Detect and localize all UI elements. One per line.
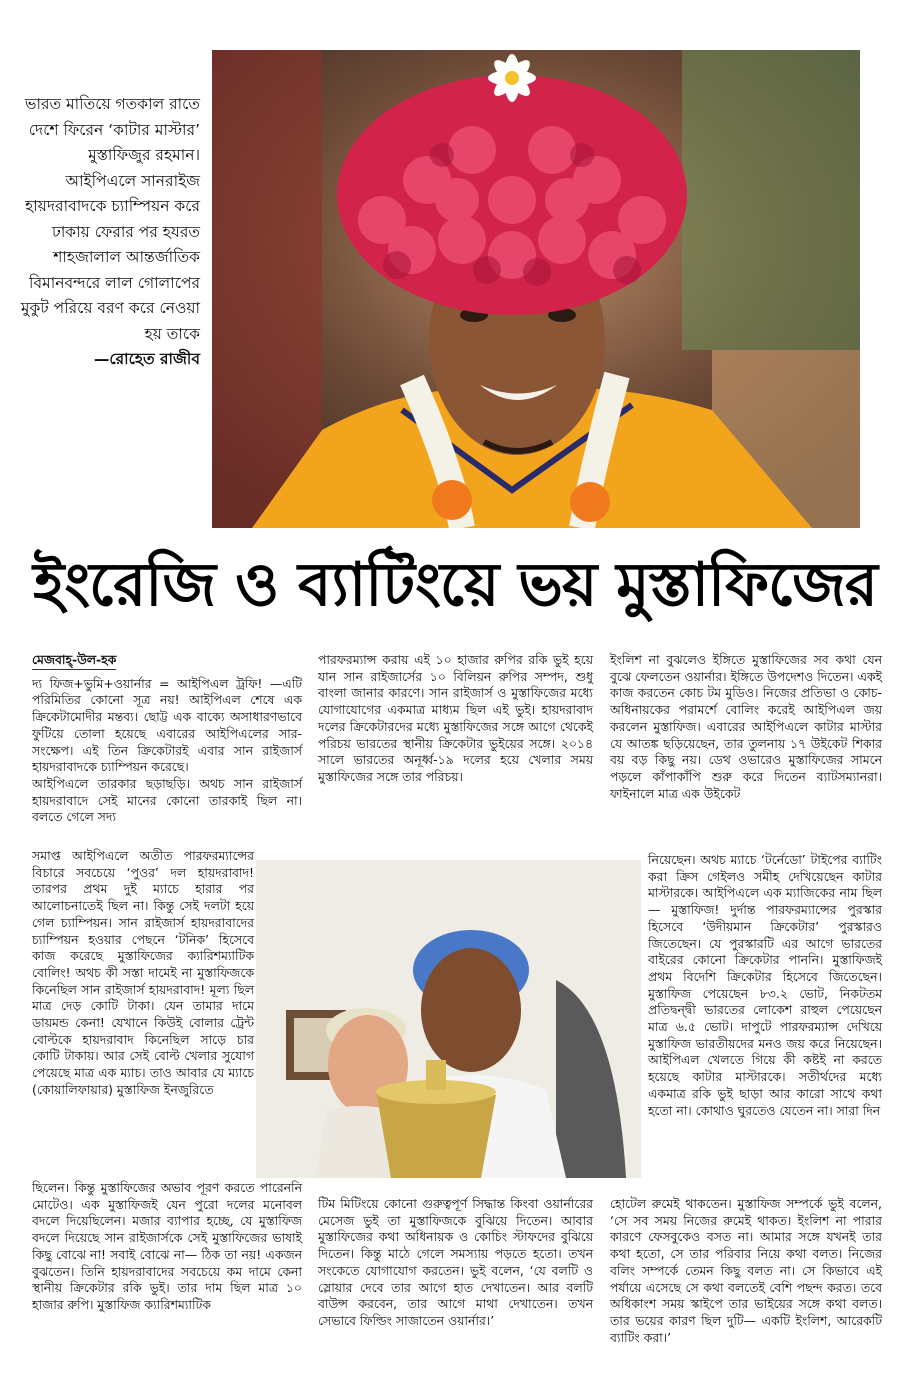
article-paragraph: পারফরম্যান্স করায় এই ১০ হাজার রুপির রকি ভুই হয়ে যান সান রাইজার্সের ১০ বিলিয়ন রুপির সম্পদ, শুধু বাংলা জানার কারণে। সান রাইজার্স ও মুস্তাফিজের মধ্যে যোগাযোগের একমাত্র মাধ্যম ছিল এই ভুই। হায়দরাবাদ দলের ক্রিকেটারদের মধ্যে মুস্তাফিজের সঙ্গে আগে থেকেই পরিচয় ভারতের স্থানীয় ক্রিকেটার ভুইয়ের সঙ্গে। ২০১৪ সালে ভারতের অনূর্ধ্ব-১৯ দলের হয়ে খেলার সময় মুস্তাফিজের সঙ্গে তার পরিচয়। xyxy=(318,652,593,784)
byline: মেজবাহ্-উল-হক xyxy=(32,652,116,670)
column-3 xyxy=(610,652,882,802)
column-3-bottom xyxy=(610,1196,882,1346)
main-photo-player-with-rose-crown xyxy=(212,50,860,528)
main-photo-illustration xyxy=(212,50,860,528)
column-1-beside-photo xyxy=(32,848,254,1099)
article-paragraph: টিম মিটিংয়ে কোনো গুরুত্বপূর্ণ সিদ্ধান্ত কিংবা ওয়ার্নারের মেসেজ ভুই তা মুস্তাফিজকে বুঝিয়ে দিতেন। আবার মুস্তাফিজের কথা অধিনায়ক ও কোচিং স্টাফদের বুঝিয়ে দিতেন। কিন্তু মাঠে গেলে সমস্যায় পড়তে হতো। তখন সংকেতে যোগাযোগ করতেন। ভুই বলেন, ‘যে বলটি ও স্লোয়ার দেবে তার আগে হাত দেখাতেন। আর বলটি বাউন্স করবেন, তার আগে মাথা দেখাতেন। তখন সেভাবে ফিল্ডিং সাজাতেন ওয়ার্নার।’ xyxy=(318,1196,593,1328)
article-paragraph: আইপিএলে তারকার ছড়াছড়ি। অথচ সান রাইজার্স হায়দরাবাদে সেই মানের কোনো তারকাই ছিল না। বলতে গেলে সদ্য xyxy=(32,775,302,825)
column-3-beside-photo xyxy=(648,852,882,1119)
column-2 xyxy=(318,652,593,786)
article-paragraph: ছিলেন। কিন্তু মুস্তাফিজের অভাব পূরণ করতে পারেননি মোটেও। এক মুস্তাফিজই যেন পুরো দলের মনোবল বদলে দিয়েছিলেন। মজার ব্যাপার হচ্ছে, যে মুস্তাফিজ বদলে দিয়েছে সান রাইজার্সকে সেই মুস্তাফিজের ভাষাই কিছু বোঝে না! সবাই বোঝে না— ঠিক তা নয়! একজন বুঝতেন। তিনি হায়দরাবাদের সবচেয়ে কম দামে কেনা স্থানীয় ক্রিকেটার রকি ভুই। তার দাম ছিল মাত্র ১০ হাজার রুপি। মুস্তাফিজ ক্যারিশম্যাটিক xyxy=(32,1180,302,1312)
inset-photo-trophy-selfie xyxy=(256,860,641,1178)
photo-credit: —রোহেত রাজীব xyxy=(93,350,200,368)
column-2-bottom xyxy=(318,1196,593,1330)
photo-caption xyxy=(20,92,200,373)
article-paragraph: দ্য ফিজ+ভুমি+ওয়ার্নার = আইপিএল ট্রফি! —এটি পরিমিতির কোনো সূত্র নয়! আইপিএল শেষে এক ক্রিকেটামোদীর মন্তব্য। ছোট্ট এক বাক্যে অসাধারণভাবে ফুটিয়ে তোলা হয়েছে এবারের আইপিএলের সার-সংক্ষেপ। এই তিন ক্রিকেটারই এবার সান রাইজার্স হায়দরাবাদকে চ্যাম্পিয়ন করেছে। xyxy=(32,675,302,775)
inset-photo-illustration xyxy=(256,860,641,1178)
headline: ইংরেজি ও ব্যাটিংয়ে ভয় মুস্তাফিজের xyxy=(33,550,877,620)
article-paragraph: ইংলিশ না বুঝলেও ইঙ্গিতে মুস্তাফিজের সব কথা যেন বুঝে ফেলতেন ওয়ার্নার। ইঙ্গিতে উপদেশও দিতেন। একই কাজ করতেন কোচ টম মুডিও। নিজের প্রতিভা ও কোচ-অধিনায়কের পরামর্শে বোলিং করেই আইপিএল জয় করলেন মুস্তাফিজ। এবারের আইপিএলে কাটার মাস্টার যে আতঙ্ক ছড়িয়েছেন, তার তুলনায় ১৭ উইকেট শিকার বয় বড় কিছু নয়। ডেথ ওভারেও মুস্তাফিজের সামনে পড়লে কাঁপাকাঁপি শুরু করে দিতেন ব্যাটসম্যানরা। ফাইনালে মাত্র এক উইকেট xyxy=(610,652,882,801)
column-1-tail xyxy=(32,1180,302,1314)
column-1 xyxy=(32,652,302,826)
article-paragraph: হোটেল রুমেই থাকতেন। মুস্তাফিজ সম্পর্কে ভুই বলেন, ‘সে সব সময় নিজের রুমেই থাকত। ইংলিশ না পারার কারণে ফেসবুকেও বসত না। আমার সঙ্গে যখনই তার কথা হতো, সে তার পরিবার নিয়ে কথা বলত। নিজের বলিং সম্পর্কে তেমন কিছু বলত না। সে কিভাবে এই পর্যায়ে এসেছে সে কথা বলতেই বেশি পছন্দ করত। তবে অধিকাংশ সময় স্কাইপে তার ভাইয়ের সঙ্গে কথা বলত। তার ভয়ের কারণ ছিল দুটি— একটি ইংলিশ, আরেকটি ব্যাটিং করা।’ xyxy=(610,1196,882,1345)
caption-text: ভারত মাতিয়ে গতকাল রাতে দেশে ফিরেন ‘কাটার মাস্টার’ মুস্তাফিজুর রহমান। আইপিএলে সানরাইজ হায়দরাবাদকে চ্যাম্পিয়ন করে ঢাকায় ফেরার পর হযরত শাহজালাল আন্তর্জাতিক বিমানবন্দরে লাল গোলাপের মুকুট পরিয়ে বরণ করে নেওয়া হয় তাকে xyxy=(20,95,200,343)
article-paragraph: সমাপ্ত আইপিএলে অতীত পারফরম্যান্সের বিচারে সবচেয়ে ‘পুওর’ দল হায়দরাবাদ! তারপর প্রথম দুই ম্যাচে হারার পর আলোচনাতেই ছিল না। কিন্তু সেই দলটা হয়ে গেল চ্যাম্পিয়ন। সান রাইজার্স হায়দরাবাদের চ্যাম্পিয়ন হওয়ার পেছনে ‘টনিক’ হিসেবে কাজ করেছে মুস্তাফিজের ক্যারিশম্যাটিক বোলিং! অথচ কী সস্তা দামেই না মুস্তাফিজকে কিনেছিল সান রাইজার্স হায়দরাবাদ! মূল্য ছিল মাত্র দেড় কোটি টাকা। যেন তামার দামে ডায়মন্ড কেনা! যেখানে কিউই বোলার ট্রেন্ট বোল্টকে হায়দরাবাদ কিনেছিল সাড়ে চার কোটি টাকায়। আর সেই বোল্ট খেলার সুযোগ পেয়েছে মাত্র এক ম্যাচ। তাও আবার যে ম্যাচে (কোয়ালিফায়ার) মুস্তাফিজ ইনজুরিতে xyxy=(32,848,254,1097)
article-paragraph: নিয়েছেন। অথচ ম্যাচে ‘টর্নেডো’ টাইপের ব্যাটিং করা ক্রিস গেইলও সমীহ দেখিয়েছেন কাটার মাস্টারকে। আইপিএলে এক ম্যাজিকের নাম ছিল— মুস্তাফিজ! দুর্দান্ত পারফরম্যান্সের পুরস্কার হিসেবে ‘উদীয়মান ক্রিকেটার’ পুরস্কারও জিতেছেন। যে পুরস্কারটি এর আগে ভারতের বাইরের কোনো ক্রিকেটার পাননি। মুস্তাফিজই প্রথম বিদেশি ক্রিকেটার হিসেবে জিতেছেন। মুস্তাফিজ পেয়েছেন ৮৩.২ ভোট, নিকটতম প্রতিদ্বন্দ্বী ভারতের লোকেশ রাহুল পেয়েছেন মাত্র ৬.৫ ভোট। দাপুটে পারফরম্যান্স দেখিয়ে মুস্তাফিজ ভারতীয়দের মনও জয় করে নিয়েছেন। আইপিএল খেলতে গিয়ে কী কষ্টই না করতে হয়েছে কাটার মাস্টারকে। সতীর্থদের মধ্যে একমাত্র রকি ভুই ছাড়া আর কারো সাথে কথা হতো না। কোথাও ঘুরতেও যেতেন না। সারা দিন xyxy=(648,852,882,1118)
